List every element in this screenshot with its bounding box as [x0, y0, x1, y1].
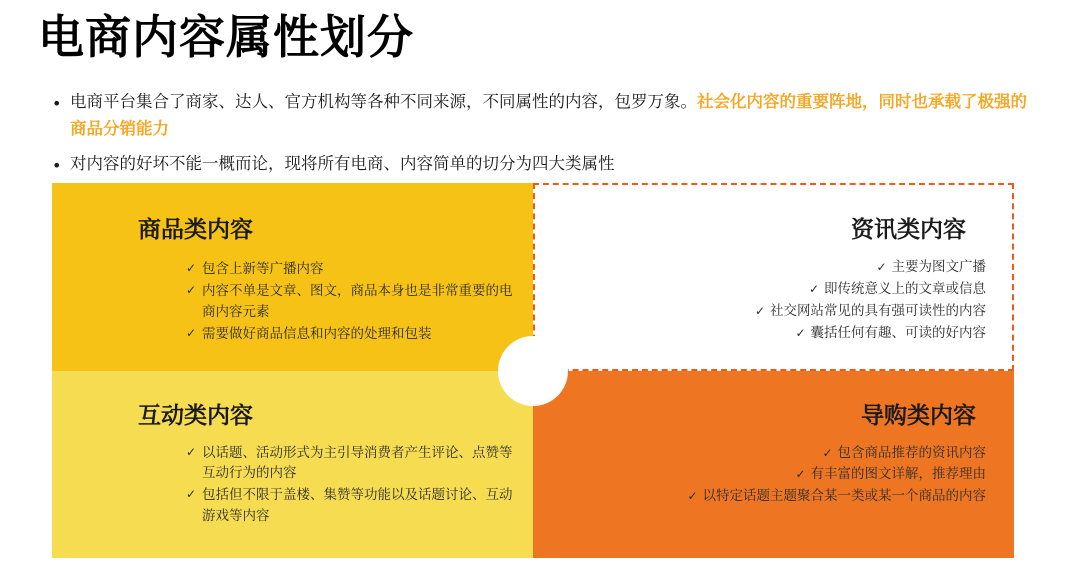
list-item — [586, 464, 986, 485]
quadrant-grid — [52, 183, 1014, 558]
list-item — [186, 281, 522, 323]
check-icon: ✓ — [186, 282, 197, 297]
page-title: 电商内容属性划分 — [38, 10, 414, 64]
quadrant-guide-list — [586, 443, 986, 509]
quadrant-information-list — [586, 257, 986, 345]
check-icon: ✓ — [186, 325, 197, 340]
list-item-label: 包括但不限于盖楼、集赞等功能以及话题讨论、互动游戏等内容 — [202, 487, 513, 525]
check-icon: ✓ — [186, 444, 197, 459]
quadrant-guide-title: 导购类内容 — [861, 402, 976, 429]
quadrant-information-title: 资讯类内容 — [851, 217, 966, 243]
list-item-label: 包含上新等广播内容 — [202, 261, 324, 277]
quadrant-guide — [533, 371, 1014, 559]
list-item-label: 以特定话题主题聚合某一类或某一个商品的内容 — [702, 488, 986, 505]
quadrant-interaction — [52, 371, 533, 559]
bullet-text-1 — [70, 88, 1042, 142]
list-item-label: 内容不单是文章、图文，商品本身也是非常重要的电商内容元素 — [202, 282, 513, 320]
quadrant-interaction-list — [186, 443, 522, 529]
list-item — [586, 301, 986, 322]
list-item-label: 以话题、活动形式为主引导消费者产生评论、点赞等互动行为的内容 — [202, 444, 513, 482]
check-icon: ✓ — [186, 487, 197, 502]
list-item-label: 即传统意义上的文章或信息 — [824, 280, 986, 297]
list-item — [586, 257, 986, 278]
check-icon: ✓ — [808, 281, 819, 296]
check-icon: ✓ — [754, 303, 765, 318]
bullet-text-2: 对内容的好坏不能一概而论，现将所有电商、内容简单的切分为四大类属性 — [70, 154, 615, 173]
list-item-label: 有丰富的图文详解，推荐理由 — [810, 466, 986, 483]
check-icon: ✓ — [687, 489, 698, 504]
check-icon: ✓ — [795, 467, 806, 482]
quadrant-goods-title: 商品类内容 — [138, 217, 253, 243]
bullet-item-2 — [52, 150, 1042, 177]
list-item — [586, 279, 986, 300]
check-icon: ✓ — [822, 445, 833, 460]
bullet-marker: • — [52, 94, 62, 113]
quadrant-goods — [52, 183, 533, 371]
list-item-label: 社交网站常见的具有强可读性的内容 — [770, 302, 986, 319]
list-item — [586, 323, 986, 344]
list-item-label: 需要做好商品信息和内容的处理和包装 — [202, 325, 432, 342]
list-item — [586, 486, 986, 507]
bullet-text-1-normal: 电商平台集合了商家、达人、官方机构等各种不同来源，不同属性的内容，包罗万象。 — [70, 92, 697, 111]
list-item — [186, 485, 522, 527]
center-circle-decoration — [498, 336, 568, 406]
bullet-marker: • — [52, 156, 62, 175]
quadrant-interaction-title: 互动类内容 — [138, 402, 253, 429]
list-item — [186, 443, 522, 485]
list-item-label: 包含商品推荐的资讯内容 — [837, 444, 986, 461]
bullet-item-1 — [52, 88, 1042, 142]
list-item — [186, 324, 522, 345]
list-item — [186, 259, 522, 280]
check-icon: ✓ — [795, 325, 806, 340]
bullet-text-1-highlight: 社会化内容的重要阵地，同时也承载了极强的商品分销能力 — [70, 92, 1027, 139]
quadrant-goods-list — [186, 259, 522, 346]
list-item-label: 囊括任何有趣、可读的好内容 — [810, 324, 986, 341]
check-icon: ✓ — [876, 260, 887, 274]
list-item — [586, 443, 986, 464]
quadrant-information — [533, 183, 1014, 371]
check-icon: ✓ — [186, 261, 197, 275]
list-item-label: 主要为图文广播 — [891, 259, 986, 275]
